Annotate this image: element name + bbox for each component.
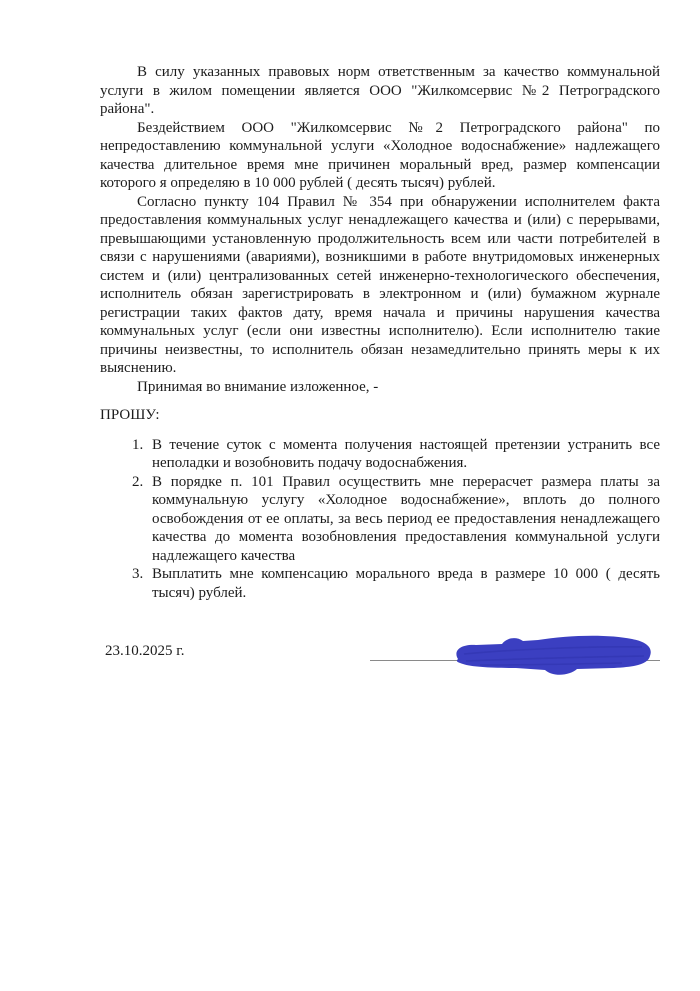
demand-item-compensation: 3. Выплатить мне компенсацию морального вреда в размере 10 000 ( десять тысяч) рублей. bbox=[147, 565, 660, 602]
request-heading: ПРОШУ: bbox=[100, 407, 160, 423]
date-label: 23.10.2025 г. bbox=[105, 643, 185, 659]
paragraph-liability: В силу указанных правовых норм ответственным за качество коммунальной услуги в жилом помещении является ООО "Жилкомсервис №2 Петроградского района". bbox=[100, 64, 660, 117]
demands-list bbox=[100, 436, 660, 603]
paragraph-moral-damage: Бездействием ООО "Жилкомсервис №2 Петроградского района" по непредоставлению коммунальной услуги «Холодное водоснабжение» надлежащего качества длительное время мне причинен моральный вред, размер компенсации которого я определяю в 10 000 рублей ( десять тысяч) рублей. bbox=[100, 119, 660, 191]
document-body bbox=[100, 63, 660, 684]
signature-ink bbox=[456, 636, 650, 675]
demand-item-restore-supply: 1. В течение суток с момента получения настоящей претензии устранить все неполадки и возобновить подачу водоснабжения. bbox=[147, 436, 660, 473]
paragraph-rule-104: Согласно пункту 104 Правил № 354 при обнаружении исполнителем факта предоставления коммунальных услуг ненадлежащего качества и (или) с перерывами, превышающими установленную продолжительность всем или части потребителей в связи с нарушениями (авариями), возникшими в работе внутридомовых инженерных систем и (или) централизованных сетей инженерно-технологического обеспечения, исполнитель обязан зарегистрировать в электронном и (или) бумажном журнале регистрации таких фактов дату, время начала и причины нарушения качества коммунальных услуг (если они известны исполнителю). Если исполнителю такие причины неизвестны, то исполнитель обязан незамедлительно принять меры к их выяснению. bbox=[100, 193, 660, 376]
signature-block bbox=[100, 632, 660, 684]
demand-item-recalculation: 2. В порядке п. 101 Правил осуществить мне перерасчет размера платы за коммунальную услугу «Холодное водоснабжение», вплоть до полного освобождения от ее оплаты, за весь период ее предоставления ненадлежащего качества до момента возобновления предоставления коммунальной услуги надлежащего качества bbox=[147, 473, 660, 566]
signature-scribble-icon bbox=[446, 634, 654, 680]
paragraph-considering: Принимая во внимание изложенное, - bbox=[137, 378, 379, 395]
